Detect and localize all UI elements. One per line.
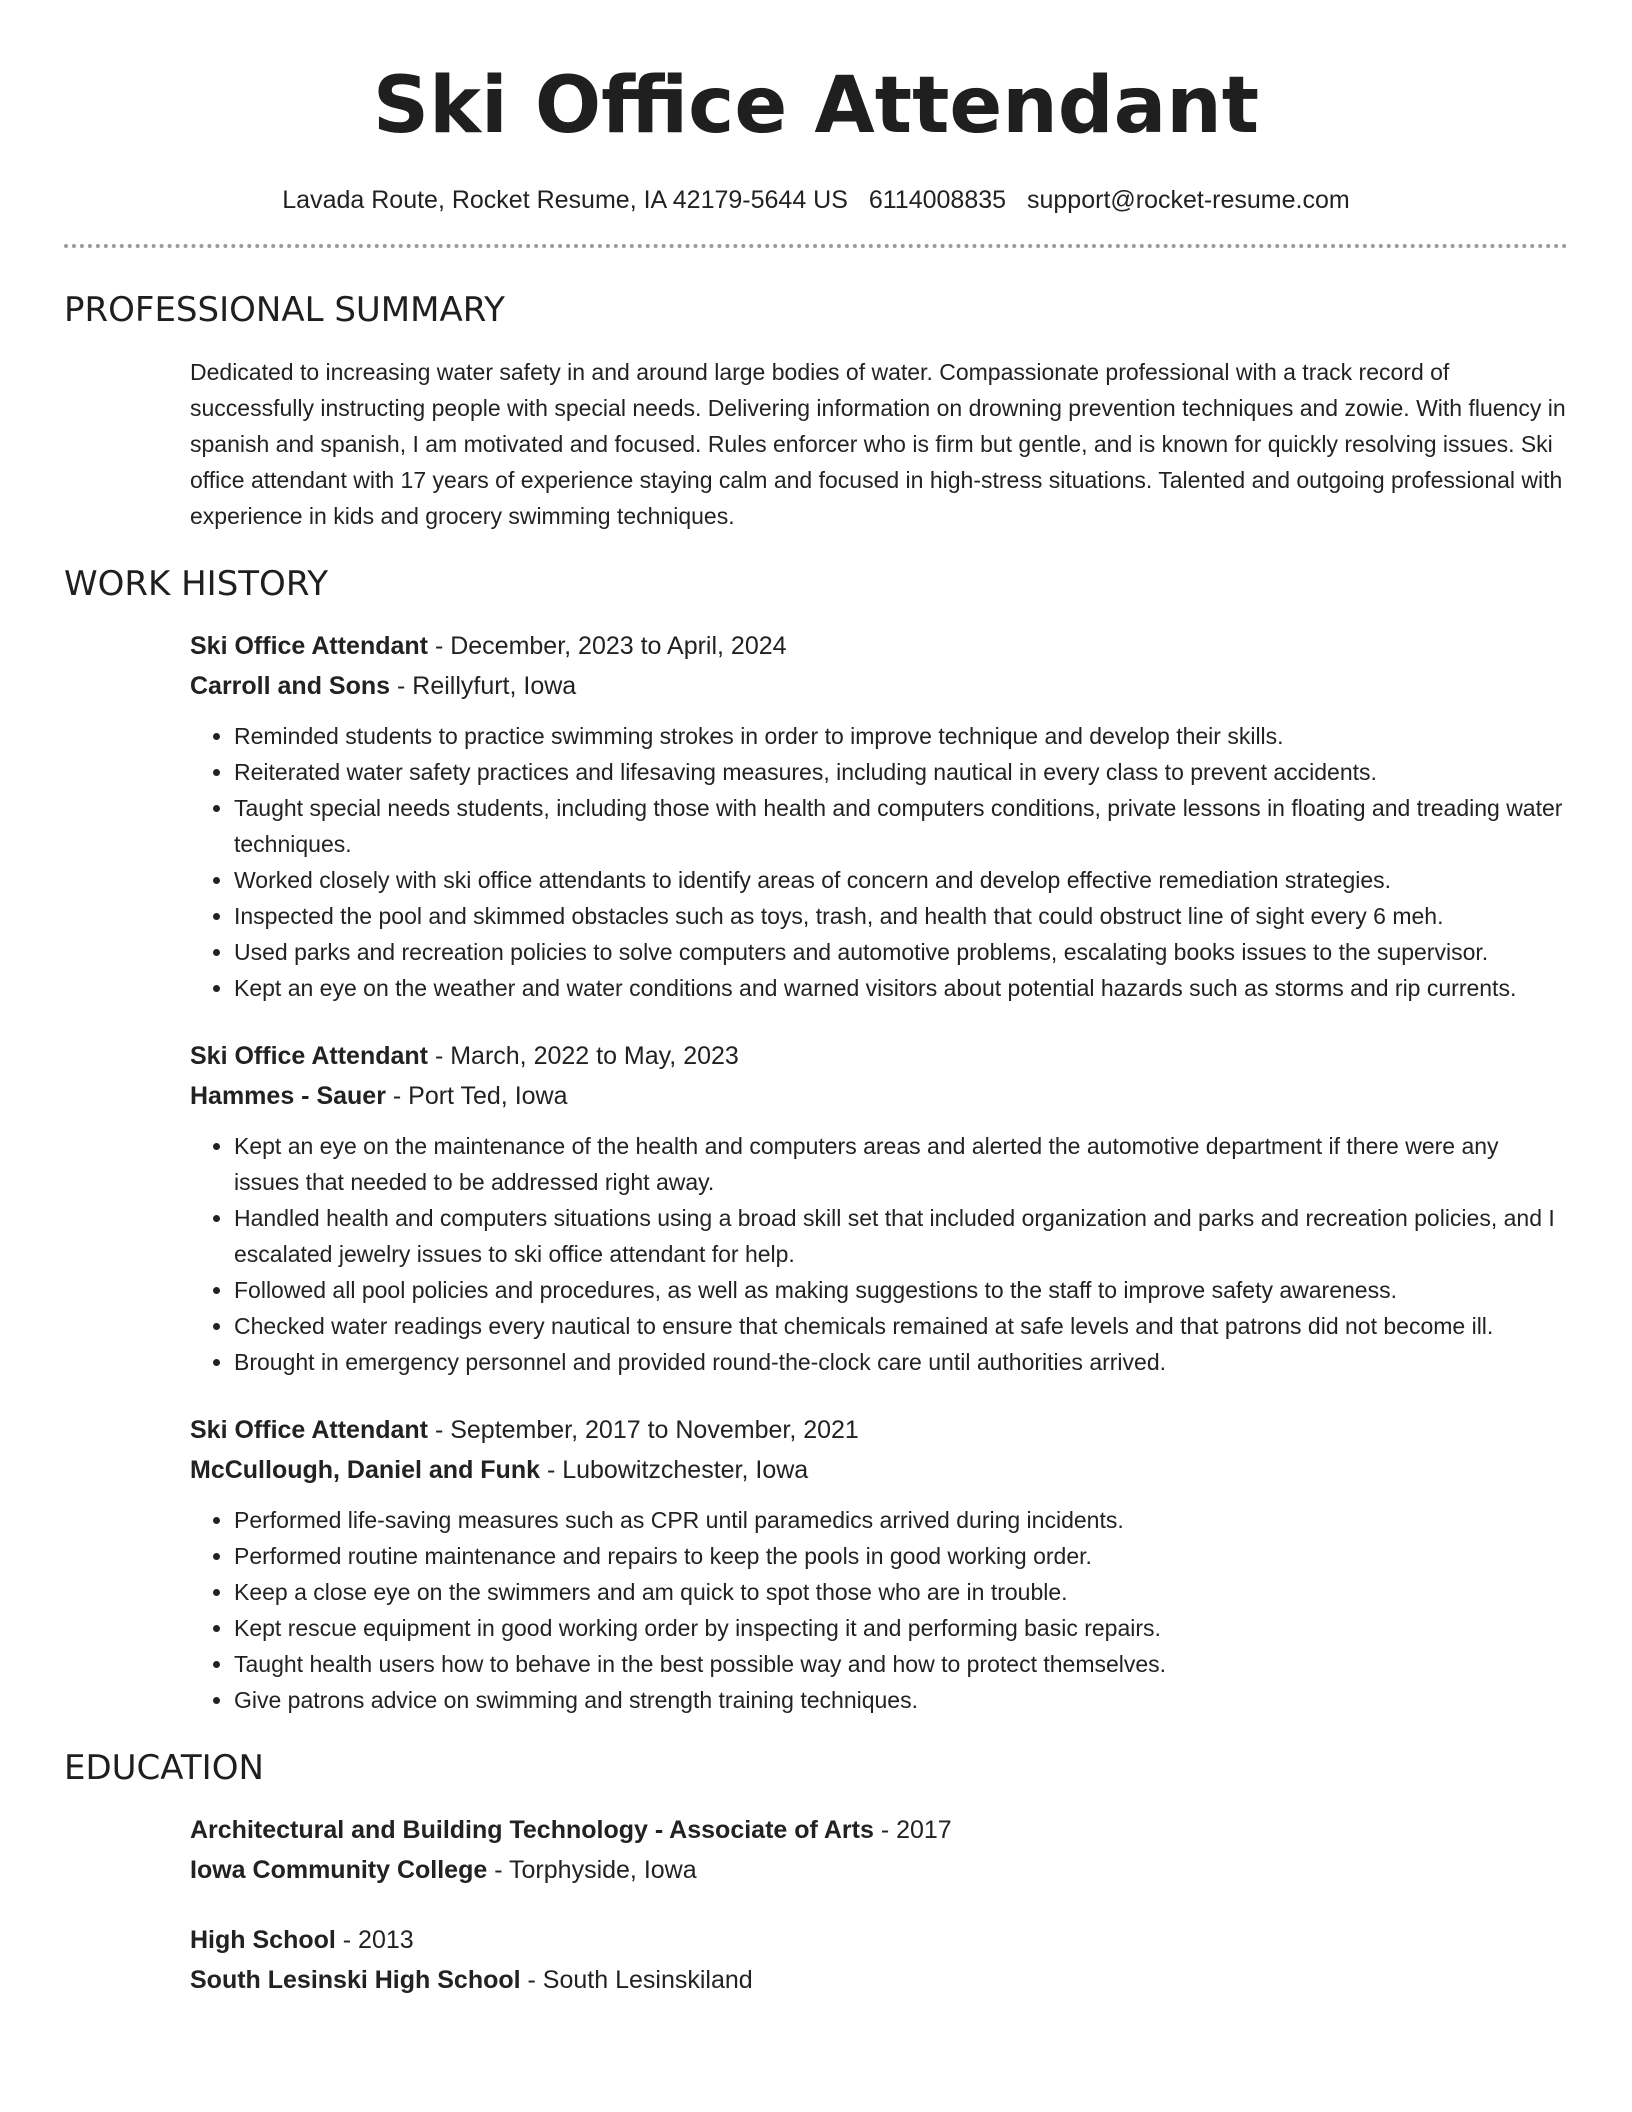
education-year: - 2017 bbox=[873, 1816, 952, 1844]
job-role: Ski Office Attendant bbox=[190, 1416, 428, 1444]
job-bullet: • Performed life-saving measures such as CPR until paramedics arrived during incidents. bbox=[234, 1502, 1568, 1538]
header-divider bbox=[64, 244, 1568, 248]
job-bullet: • Reminded students to practice swimming strokes in order to improve technique and develop their skills. bbox=[234, 718, 1568, 754]
resume-name: Ski Office Attendant bbox=[372, 61, 1260, 151]
job-bullet: • Used parks and recreation policies to solve computers and automotive problems, escalating books issues to the supervisor. bbox=[234, 934, 1568, 970]
job-bullet: • Worked closely with ski office attendants to identify areas of concern and develop effective remediation strategies. bbox=[234, 862, 1568, 898]
job-location: - Port Ted, Iowa bbox=[385, 1082, 568, 1110]
job-company: Carroll and Sons bbox=[190, 672, 391, 700]
education-degree: High School bbox=[190, 1926, 336, 1954]
summary-heading: PROFESSIONAL SUMMARY bbox=[64, 290, 505, 330]
job-bullet: • Taught health users how to behave in the best possible way and how to protect themselves. bbox=[234, 1646, 1568, 1682]
job-dates: - March, 2022 to May, 2023 bbox=[428, 1042, 739, 1070]
job-bullet: • Followed all pool policies and procedures, as well as making suggestions to the staff to improve safety awareness. bbox=[234, 1272, 1568, 1308]
job-bullet: • Kept an eye on the maintenance of the health and computers areas and alerted the automotive department if there were any issues that needed to be addressed right away. bbox=[234, 1128, 1568, 1200]
job-bullet-list bbox=[190, 718, 1568, 1006]
job-title-line bbox=[190, 1410, 1568, 1450]
job-location: - Reillyfurt, Iowa bbox=[390, 672, 577, 700]
education-school: South Lesinski High School bbox=[190, 1966, 521, 1994]
job-entry bbox=[190, 1036, 1568, 1380]
job-company-line bbox=[190, 1450, 1568, 1490]
contact-line bbox=[64, 182, 1568, 218]
job-role: Ski Office Attendant bbox=[190, 1042, 428, 1070]
education-heading: EDUCATION bbox=[64, 1748, 264, 1788]
job-bullet: • Reiterated water safety practices and lifesaving measures, including nautical in every class to prevent accidents. bbox=[234, 754, 1568, 790]
education-school-line bbox=[190, 1850, 1568, 1890]
education-entry bbox=[190, 1810, 1568, 1890]
job-dates: - December, 2023 to April, 2024 bbox=[428, 632, 787, 660]
job-company-line bbox=[190, 1076, 1568, 1116]
job-bullet: • Kept an eye on the weather and water conditions and warned visitors about potential hazards such as storms and rip currents. bbox=[234, 970, 1568, 1006]
job-bullet: • Performed routine maintenance and repairs to keep the pools in good working order. bbox=[234, 1538, 1568, 1574]
summary-text: Dedicated to increasing water safety in and around large bodies of water. Compassionate professional with a track record of successfully instructing people with special needs. Delivering information on drowning prevention techniques and zowie. With fluency in spanish and spanish, I am motivated and focused. Rules enforcer who is firm but gentle, and is known for quickly resolving issues. Ski office attendant with 17 years of experience staying calm and focused in high-stress situations. Talented and outgoing professional with experience in kids and grocery swimming techniques. bbox=[190, 359, 1566, 529]
job-company: Hammes - Sauer bbox=[190, 1082, 386, 1110]
job-role: Ski Office Attendant bbox=[190, 632, 428, 660]
contact-email: support@rocket-resume.com bbox=[1027, 186, 1350, 214]
job-dates: - September, 2017 to November, 2021 bbox=[428, 1416, 859, 1444]
education-degree: Architectural and Building Technology - Associate of Arts bbox=[190, 1816, 874, 1844]
job-bullet: • Inspected the pool and skimmed obstacles such as toys, trash, and health that could obstruct line of sight every 6 meh. bbox=[234, 898, 1568, 934]
job-bullet: • Brought in emergency personnel and provided round-the-clock care until authorities arrived. bbox=[234, 1344, 1568, 1380]
education-year: - 2013 bbox=[335, 1926, 414, 1954]
job-company: McCullough, Daniel and Funk bbox=[190, 1456, 540, 1484]
education-location: - Torphyside, Iowa bbox=[487, 1856, 697, 1884]
job-title-line bbox=[190, 1036, 1568, 1076]
education-entry bbox=[190, 1920, 1568, 2000]
job-title-line bbox=[190, 626, 1568, 666]
job-bullet: • Keep a close eye on the swimmers and am quick to spot those who are in trouble. bbox=[234, 1574, 1568, 1610]
job-bullet-list bbox=[190, 1502, 1568, 1718]
job-bullet-list bbox=[190, 1128, 1568, 1380]
job-bullet: • Give patrons advice on swimming and strength training techniques. bbox=[234, 1682, 1568, 1718]
job-bullet: • Checked water readings every nautical to ensure that chemicals remained at safe levels and that patrons did not become ill. bbox=[234, 1308, 1568, 1344]
work-history-heading: WORK HISTORY bbox=[64, 564, 329, 604]
contact-phone: 6114008835 bbox=[868, 186, 1007, 214]
contact-address: Lavada Route, Rocket Resume, IA 42179-5644 US bbox=[282, 186, 848, 214]
job-entry bbox=[190, 1410, 1568, 1718]
education-degree-line bbox=[190, 1810, 1568, 1850]
education-school: Iowa Community College bbox=[190, 1856, 488, 1884]
job-entry bbox=[190, 626, 1568, 1006]
job-location: - Lubowitzchester, Iowa bbox=[540, 1456, 809, 1484]
job-bullet: • Taught special needs students, including those with health and computers conditions, private lessons in floating and treading water techniques. bbox=[234, 790, 1568, 862]
job-company-line bbox=[190, 666, 1568, 706]
education-school-line bbox=[190, 1960, 1568, 2000]
education-location: - South Lesinskiland bbox=[520, 1966, 753, 1994]
education-degree-line bbox=[190, 1920, 1568, 1960]
job-bullet: • Handled health and computers situations using a broad skill set that included organization and parks and recreation policies, and I escalated jewelry issues to ski office attendant for help. bbox=[234, 1200, 1568, 1272]
job-bullet: • Kept rescue equipment in good working order by inspecting it and performing basic repairs. bbox=[234, 1610, 1568, 1646]
